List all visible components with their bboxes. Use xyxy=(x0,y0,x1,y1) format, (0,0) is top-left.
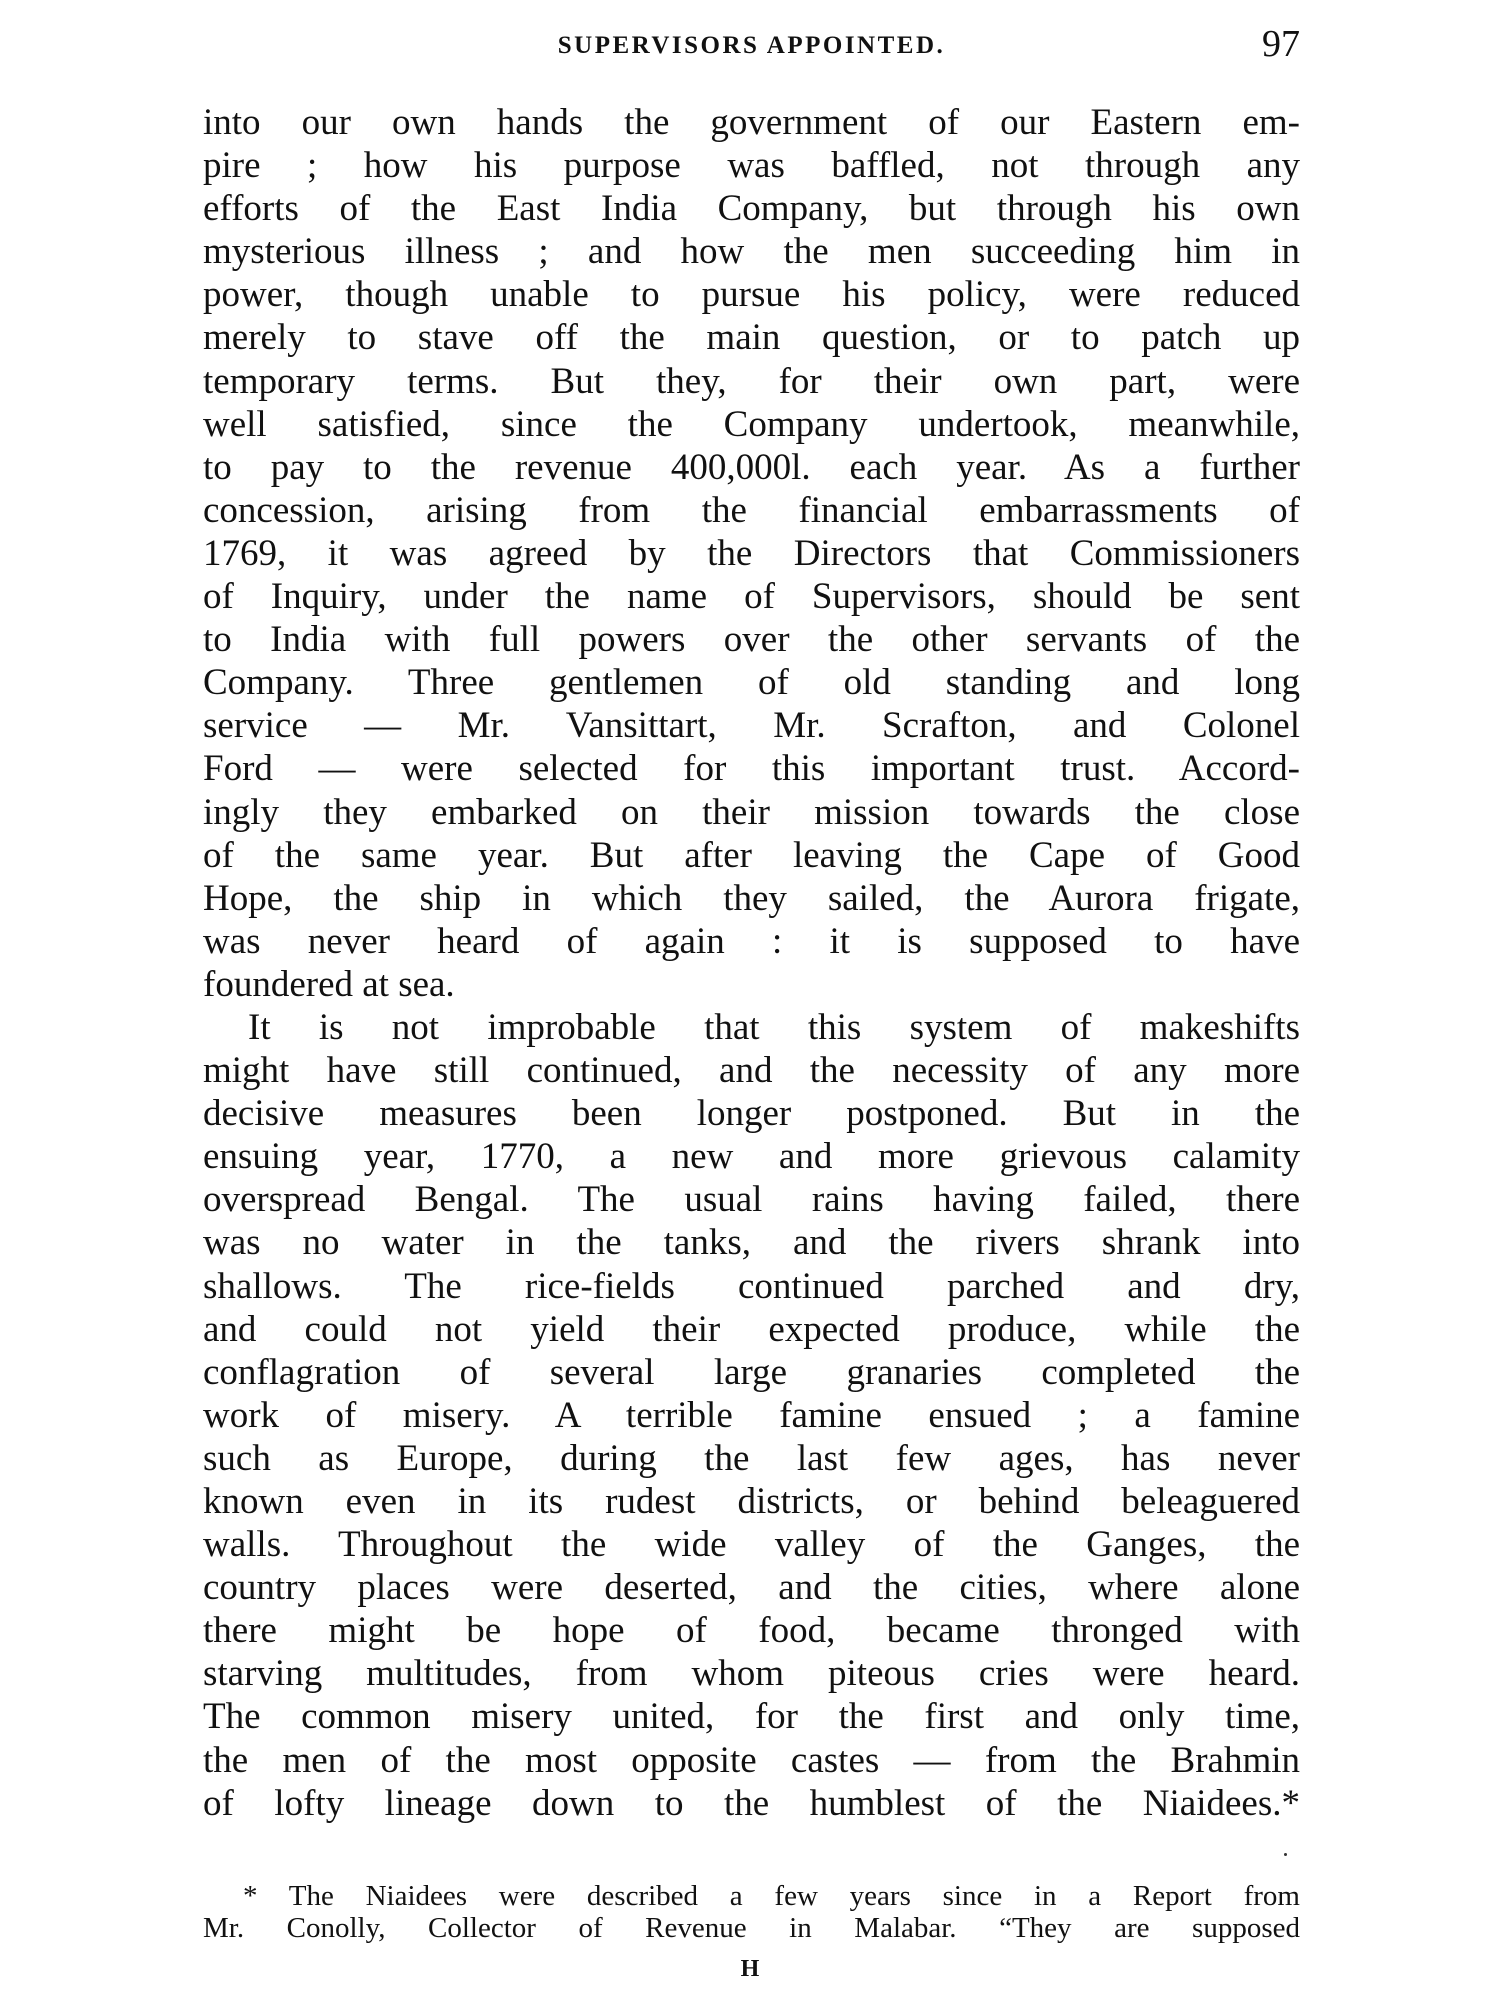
text-line: starving multitudes, from whom piteous cries were heard. xyxy=(203,1653,1300,1695)
text-line: and could not yield their expected produce, while the xyxy=(203,1308,1300,1350)
text-line: such as Europe, during the last few ages, has never xyxy=(203,1437,1300,1479)
text-line: was no water in the tanks, and the rivers shrank into xyxy=(203,1222,1300,1264)
paragraph-end-line: foundered at sea. xyxy=(203,963,455,1005)
text-line: to India with full powers over the other servants of the xyxy=(203,619,1300,661)
text-line: 1769, it was agreed by the Directors that Commissioners xyxy=(203,532,1300,574)
text-line: conflagration of several large granaries completed the xyxy=(203,1351,1300,1393)
text-line: merely to stave off the main question, or to patch up xyxy=(203,317,1300,359)
text-line: there might be hope of food, became thronged with xyxy=(203,1610,1300,1652)
text-line: ingly they embarked on their mission towards the close xyxy=(203,791,1300,833)
signature-mark: H xyxy=(740,1956,760,1982)
footnote xyxy=(203,1880,1300,1944)
text-line: known even in its rudest districts, or behind beleaguered xyxy=(203,1481,1300,1522)
text-line: Ford — were selected for this important trust. Accord- xyxy=(203,748,1300,790)
text-line: walls. Throughout the wide valley of the Ganges, the xyxy=(203,1524,1300,1566)
text-line: country places were deserted, and the cities, where alone xyxy=(203,1567,1300,1609)
text-line: to pay to the revenue 400,000l. each year. As a further xyxy=(203,446,1300,488)
running-title: SUPERVISORS APPOINTED. xyxy=(557,32,946,59)
footnote-line: * The Niaidees were described a few years since in a Report from xyxy=(243,1880,1300,1912)
text-line: pire ; how his purpose was baffled, not through any xyxy=(203,145,1300,187)
text-line: of Inquiry, under the name of Supervisors, should be sent xyxy=(203,576,1300,618)
text-line: mysterious illness ; and how the men succeeding him in xyxy=(203,231,1300,273)
stray-dot xyxy=(1284,1853,1287,1856)
text-line: ensuing year, 1770, a new and more grievous calamity xyxy=(203,1136,1300,1178)
text-line: Hope, the ship in which they sailed, the Aurora frigate, xyxy=(203,877,1300,919)
text-line: shallows. The rice-fields continued parched and dry, xyxy=(203,1265,1300,1307)
text-line: efforts of the East India Company, but through his own xyxy=(203,188,1300,230)
text-line: Company. Three gentlemen of old standing and long xyxy=(203,662,1300,704)
text-line: overspread Bengal. The usual rains having failed, there xyxy=(203,1179,1300,1221)
text-line: work of misery. A terrible famine ensued ; a famine xyxy=(203,1394,1300,1436)
paragraph-start-line: It is not improbable that this system of makeshifts xyxy=(248,1006,1300,1048)
text-line: The common misery united, for the first and only time, xyxy=(203,1696,1300,1738)
text-line: well satisfied, since the Company undertook, meanwhile, xyxy=(203,403,1300,445)
running-head xyxy=(203,22,1300,72)
text-line: into our own hands the government of our Eastern em- xyxy=(203,102,1300,143)
text-line: decisive measures been longer postponed. But in the xyxy=(203,1093,1300,1135)
text-line: concession, arising from the financial embarrassments of xyxy=(203,489,1300,531)
body-text xyxy=(203,101,1300,1825)
text-line: service — Mr. Vansittart, Mr. Scrafton, and Colonel xyxy=(203,705,1300,747)
page-number: 97 xyxy=(1262,23,1300,65)
text-line: might have still continued, and the necessity of any more xyxy=(203,1050,1300,1092)
text-line: was never heard of again : it is supposed to have xyxy=(203,920,1300,962)
text-line: power, though unable to pursue his policy, were reduced xyxy=(203,274,1300,316)
footnote-line: Mr. Conolly, Collector of Revenue in Malabar. “They are supposed xyxy=(203,1912,1300,1944)
text-line: temporary terms. But they, for their own part, were xyxy=(203,360,1300,402)
text-line: of lofty lineage down to the humblest of the Niaidees.* xyxy=(203,1782,1300,1824)
text-line: the men of the most opposite castes — from the Brahmin xyxy=(203,1739,1300,1781)
text-line: of the same year. But after leaving the Cape of Good xyxy=(203,834,1300,876)
